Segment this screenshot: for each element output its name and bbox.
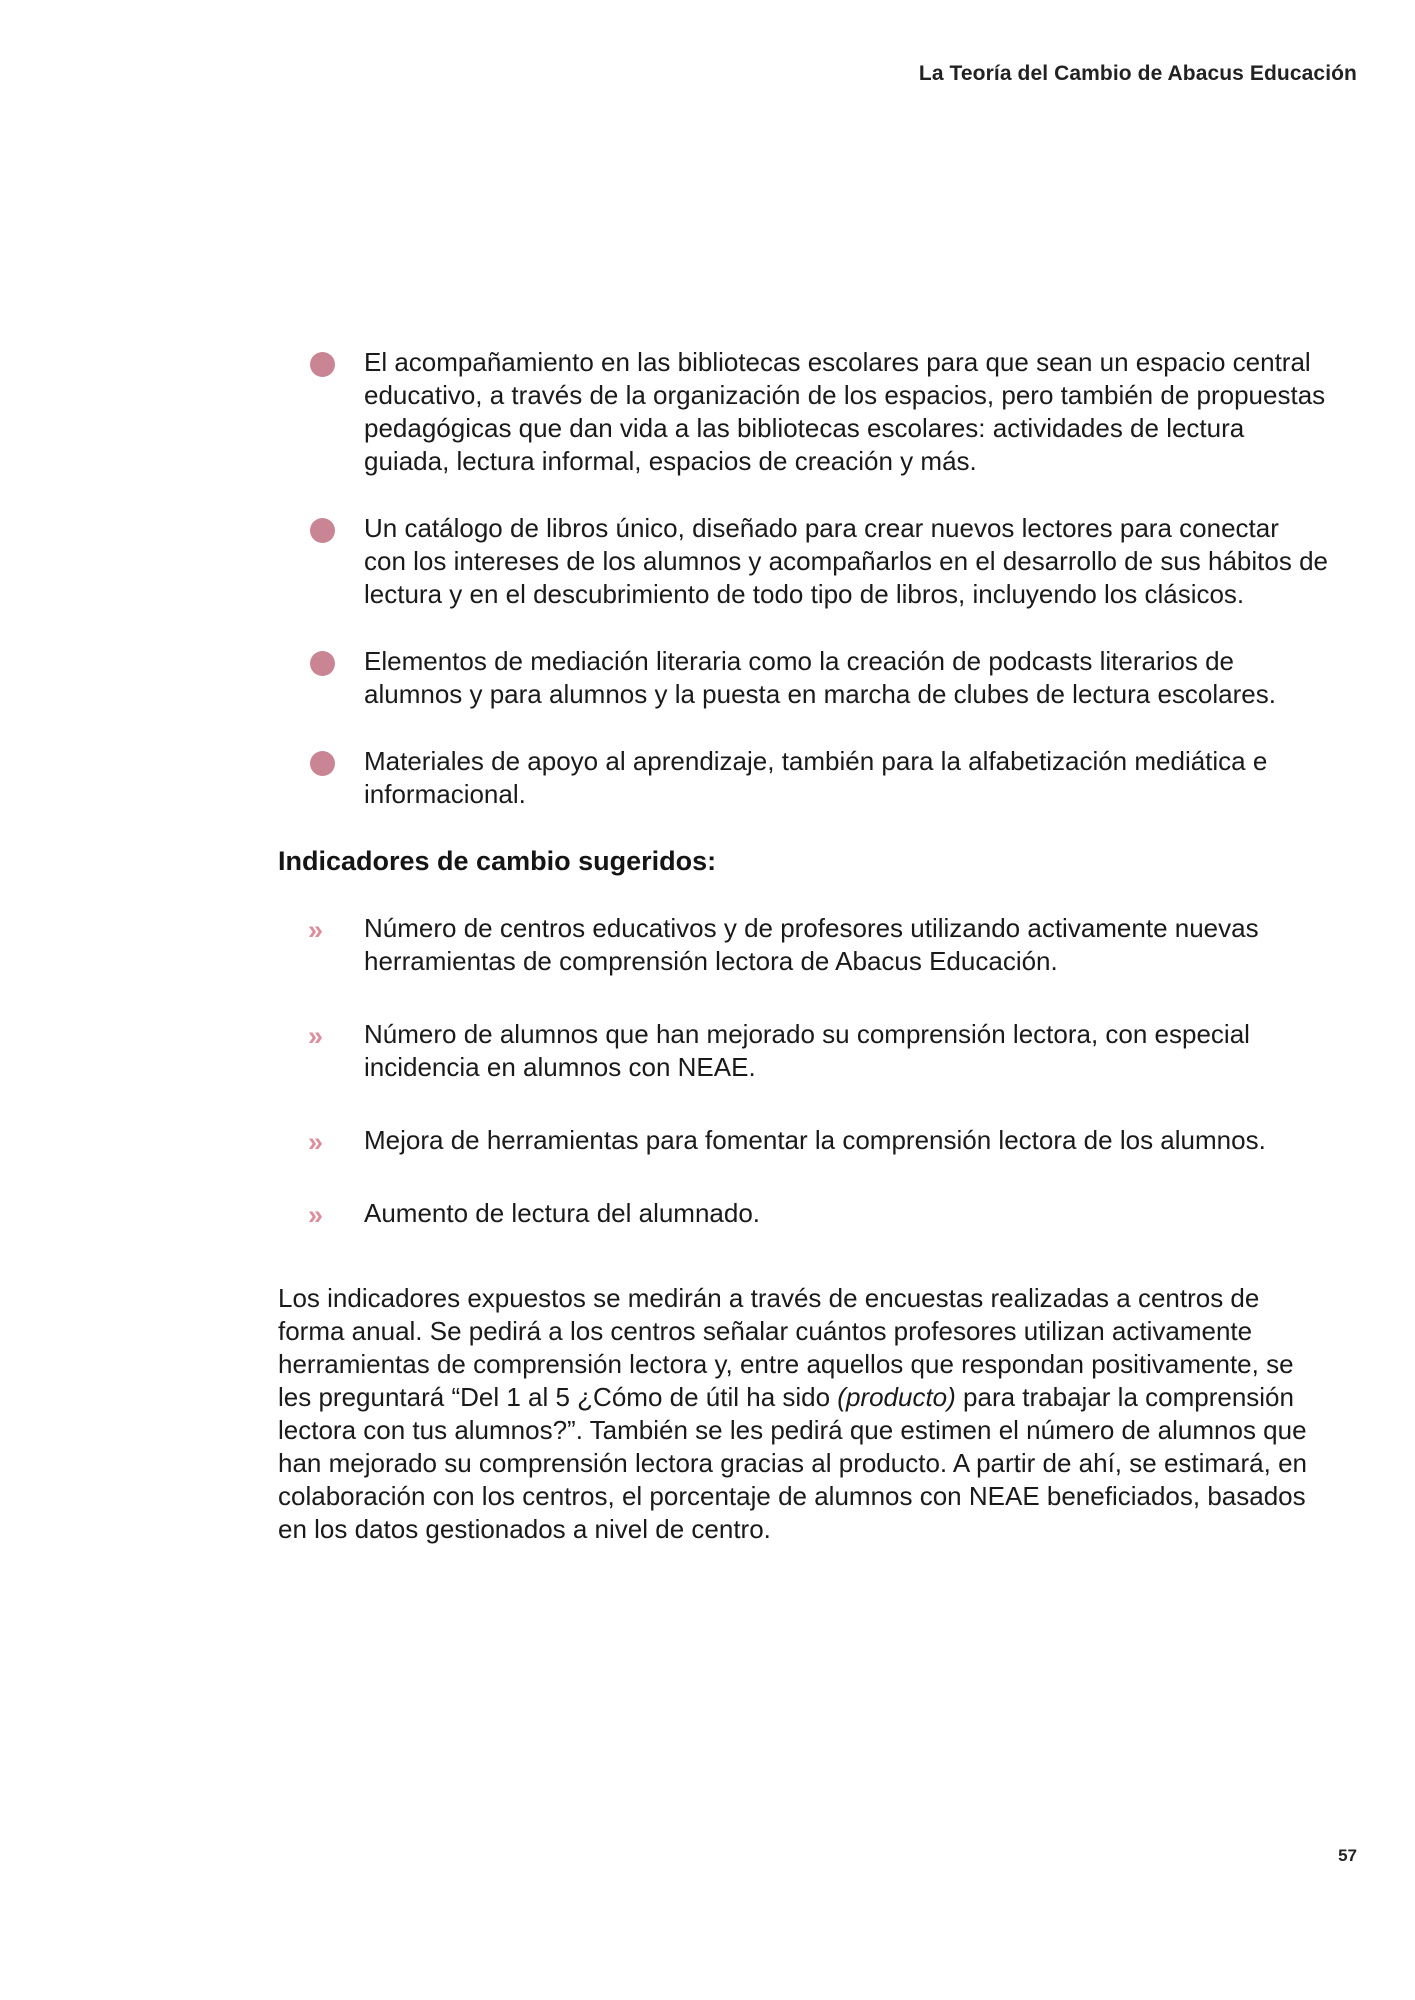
list-item (278, 512, 1328, 611)
resources-bullet-list (278, 346, 1328, 811)
double-chevron-right-icon: ›› (308, 1200, 320, 1230)
indicator-text: Mejora de herramientas para fomentar la comprensión lectora de los alumnos. (364, 1125, 1266, 1155)
page-number: 57 (1338, 1846, 1357, 1865)
bullet-dot-icon (310, 651, 335, 676)
list-item (278, 745, 1328, 811)
indicators-heading: Indicadores de cambio sugeridos: (278, 846, 717, 876)
list-item (278, 346, 1328, 478)
indicator-text: Número de alumnos que han mejorado su comprensión lectora, con especial incidencia en alumnos con NEAE. (364, 1019, 1250, 1082)
running-head-title: La Teoría del Cambio de Abacus Educación (918, 62, 1357, 85)
closing-text-part2: para trabajar la comprensión lectora con tus alumnos?”. También se les pedirá que estimen el número de alumnos que han mejorado su comprensión lectora gracias al producto. A partir de ahí, se estimará, en colaboración con los centros, el porcentaje de alumnos con NEAE beneficiados, basados en los datos gestionados a nivel de centro. (278, 1382, 1308, 1544)
indicator-text: Aumento de lectura del alumnado. (364, 1198, 761, 1228)
closing-paragraph (278, 1282, 1328, 1546)
bullet-dot-icon (310, 751, 335, 776)
list-item (278, 645, 1328, 711)
main-content (278, 346, 1328, 1546)
list-item-text: Materiales de apoyo al aprendizaje, también para la alfabetización mediática e informacional. (364, 746, 1268, 809)
list-item-text: Elementos de mediación literaria como la creación de podcasts literarios de alumnos y para alumnos y la puesta en marcha de clubes de lectura escolares. (364, 646, 1276, 709)
double-chevron-right-icon: ›› (308, 1127, 320, 1157)
list-item (278, 1018, 1328, 1084)
bullet-dot-icon (310, 352, 335, 377)
list-item-text: El acompañamiento en las bibliotecas escolares para que sean un espacio central educativo, a través de la organización de los espacios, pero también de propuestas pedagógicas que dan vida a las bibliotecas escolares: actividades de lectura guiada, lectura informal, espacios de creación y más. (364, 347, 1326, 476)
indicators-list (278, 912, 1328, 1230)
list-item-text: Un catálogo de libros único, diseñado para crear nuevos lectores para conectar con los intereses de los alumnos y acompañarlos en el desarrollo de sus hábitos de lectura y en el descubrimiento de todo tipo de libros, incluyendo los clásicos. (364, 513, 1328, 609)
double-chevron-right-icon: ›› (308, 1021, 320, 1051)
closing-text-part1: Los indicadores expuestos se medirán a través de encuestas realizadas a centros de forma anual. Se pedirá a los centros señalar cuántos profesores utilizan activamente herramientas de comprensión lectora y, entre aquellos que respondan positivamente, se les preguntará “Del 1 al 5 ¿Cómo de útil ha sido (278, 1283, 1294, 1412)
closing-text-italic: (producto) (837, 1382, 956, 1412)
indicator-text: Número de centros educativos y de profesores utilizando activamente nuevas herramientas de comprensión lectora de Abacus Educación. (364, 913, 1259, 976)
bullet-dot-icon (310, 518, 335, 543)
list-item (278, 912, 1328, 978)
double-chevron-right-icon: ›› (308, 915, 320, 945)
list-item (278, 1124, 1328, 1157)
list-item (278, 1197, 1328, 1230)
